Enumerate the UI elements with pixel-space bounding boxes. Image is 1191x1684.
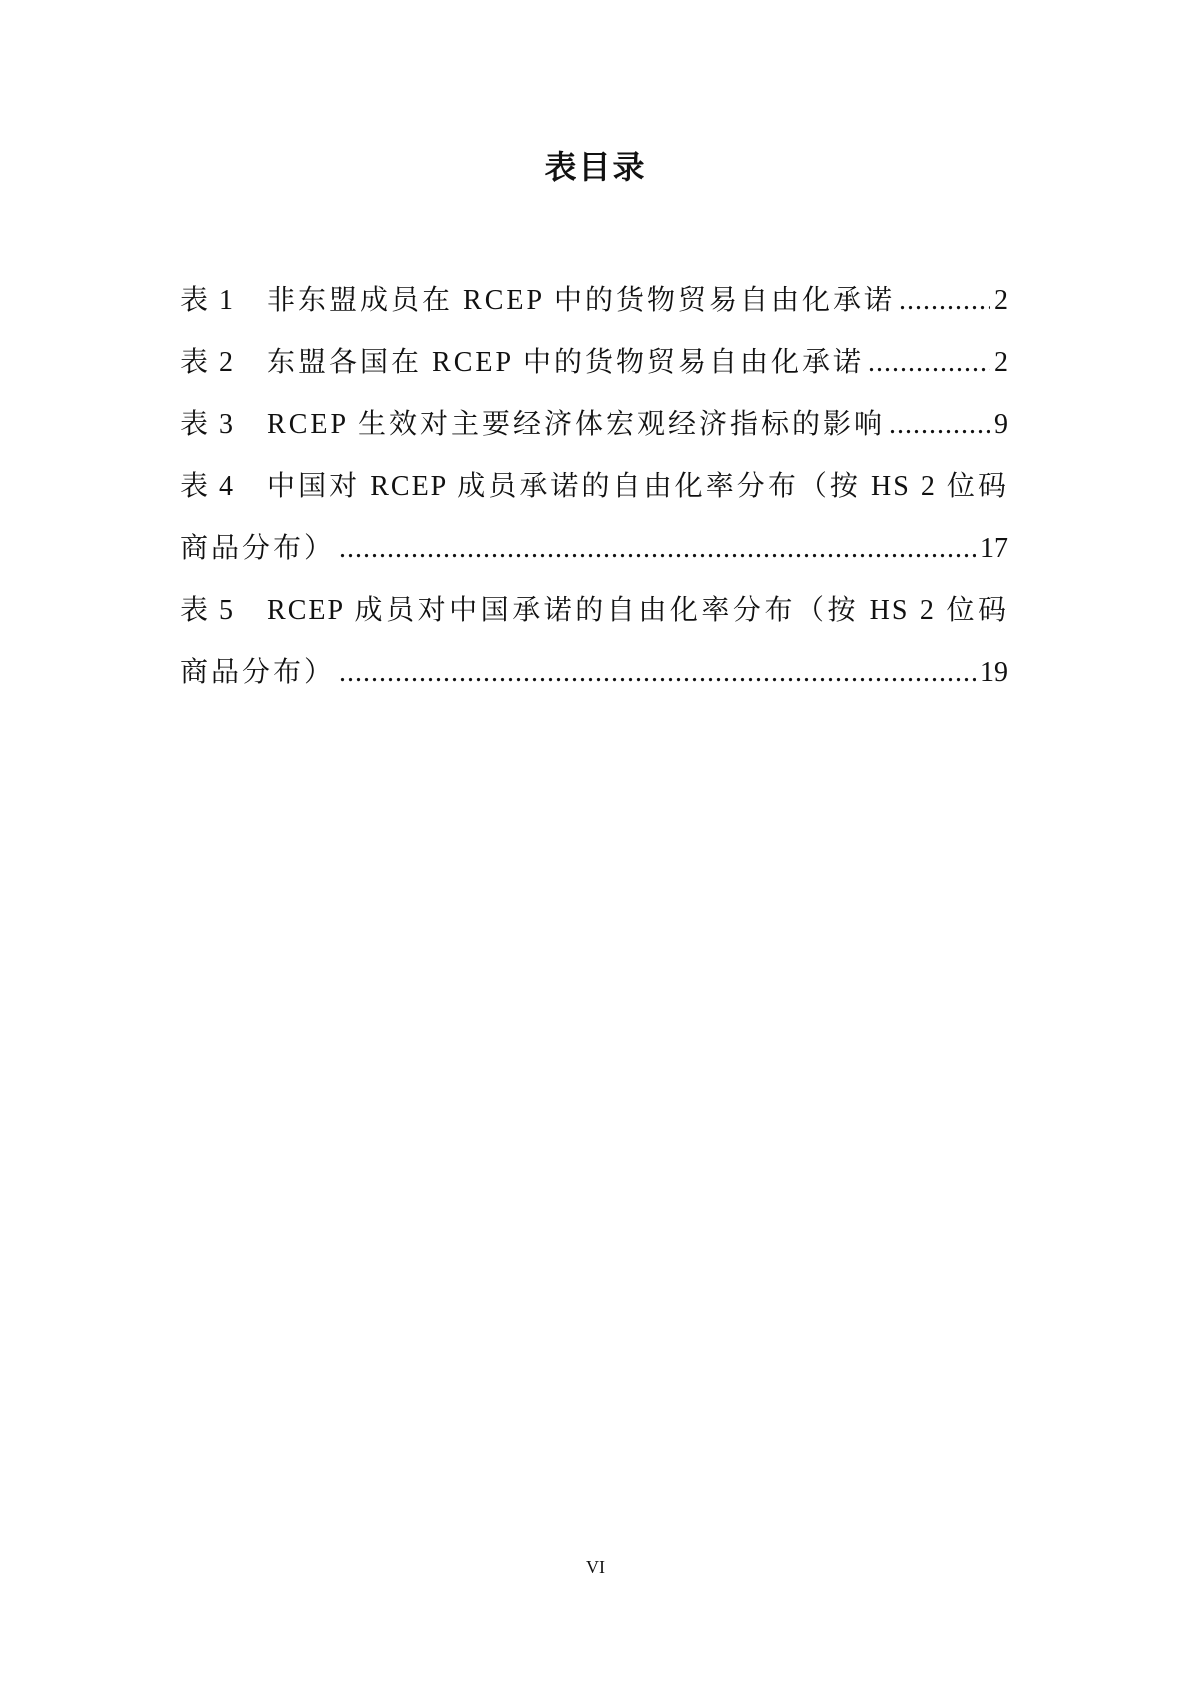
toc-text: 非东盟成员在 RCEP 中的货物贸易自由化承诺 bbox=[267, 285, 896, 316]
toc-line bbox=[180, 394, 1008, 456]
toc-entry-3[interactable] bbox=[180, 394, 1008, 456]
toc-label: 表 5 bbox=[180, 595, 236, 626]
table-of-contents bbox=[180, 270, 1008, 704]
toc-text: RCEP 成员对中国承诺的自由化率分布（按 HS 2 位码 bbox=[267, 595, 1008, 626]
toc-page-number: 9 bbox=[994, 409, 1008, 440]
toc-text-continued: 商品分布） bbox=[180, 657, 336, 688]
toc-line bbox=[180, 456, 1008, 518]
toc-label: 表 3 bbox=[180, 409, 236, 440]
toc-text-continued: 商品分布） bbox=[180, 533, 336, 564]
toc-page-number: 2 bbox=[994, 347, 1008, 378]
dot-leader bbox=[889, 394, 990, 456]
toc-label: 表 4 bbox=[180, 471, 236, 502]
dot-leader bbox=[899, 270, 990, 332]
page-number-footer: VI bbox=[586, 1557, 605, 1577]
toc-page-number: 19 bbox=[980, 657, 1008, 688]
page-title: 表目录 bbox=[544, 148, 647, 186]
toc-label: 表 2 bbox=[180, 347, 236, 378]
dot-leader bbox=[339, 642, 976, 704]
toc-entry-1[interactable] bbox=[180, 270, 1008, 332]
toc-line bbox=[180, 580, 1008, 642]
toc-line bbox=[180, 332, 1008, 394]
toc-text: 东盟各国在 RCEP 中的货物贸易自由化承诺 bbox=[267, 347, 865, 378]
toc-label: 表 1 bbox=[180, 285, 236, 316]
dot-leader bbox=[868, 332, 990, 394]
toc-text: RCEP 生效对主要经济体宏观经济指标的影响 bbox=[267, 409, 886, 440]
toc-page-number: 17 bbox=[980, 533, 1008, 564]
toc-entry-5[interactable] bbox=[180, 580, 1008, 704]
toc-line-continued bbox=[180, 642, 1008, 704]
toc-page-number: 2 bbox=[994, 285, 1008, 316]
toc-line bbox=[180, 270, 1008, 332]
toc-entry-4[interactable] bbox=[180, 456, 1008, 580]
dot-leader bbox=[339, 518, 976, 580]
toc-text: 中国对 RCEP 成员承诺的自由化率分布（按 HS 2 位码 bbox=[267, 471, 1008, 502]
toc-line-continued bbox=[180, 518, 1008, 580]
toc-entry-2[interactable] bbox=[180, 332, 1008, 394]
